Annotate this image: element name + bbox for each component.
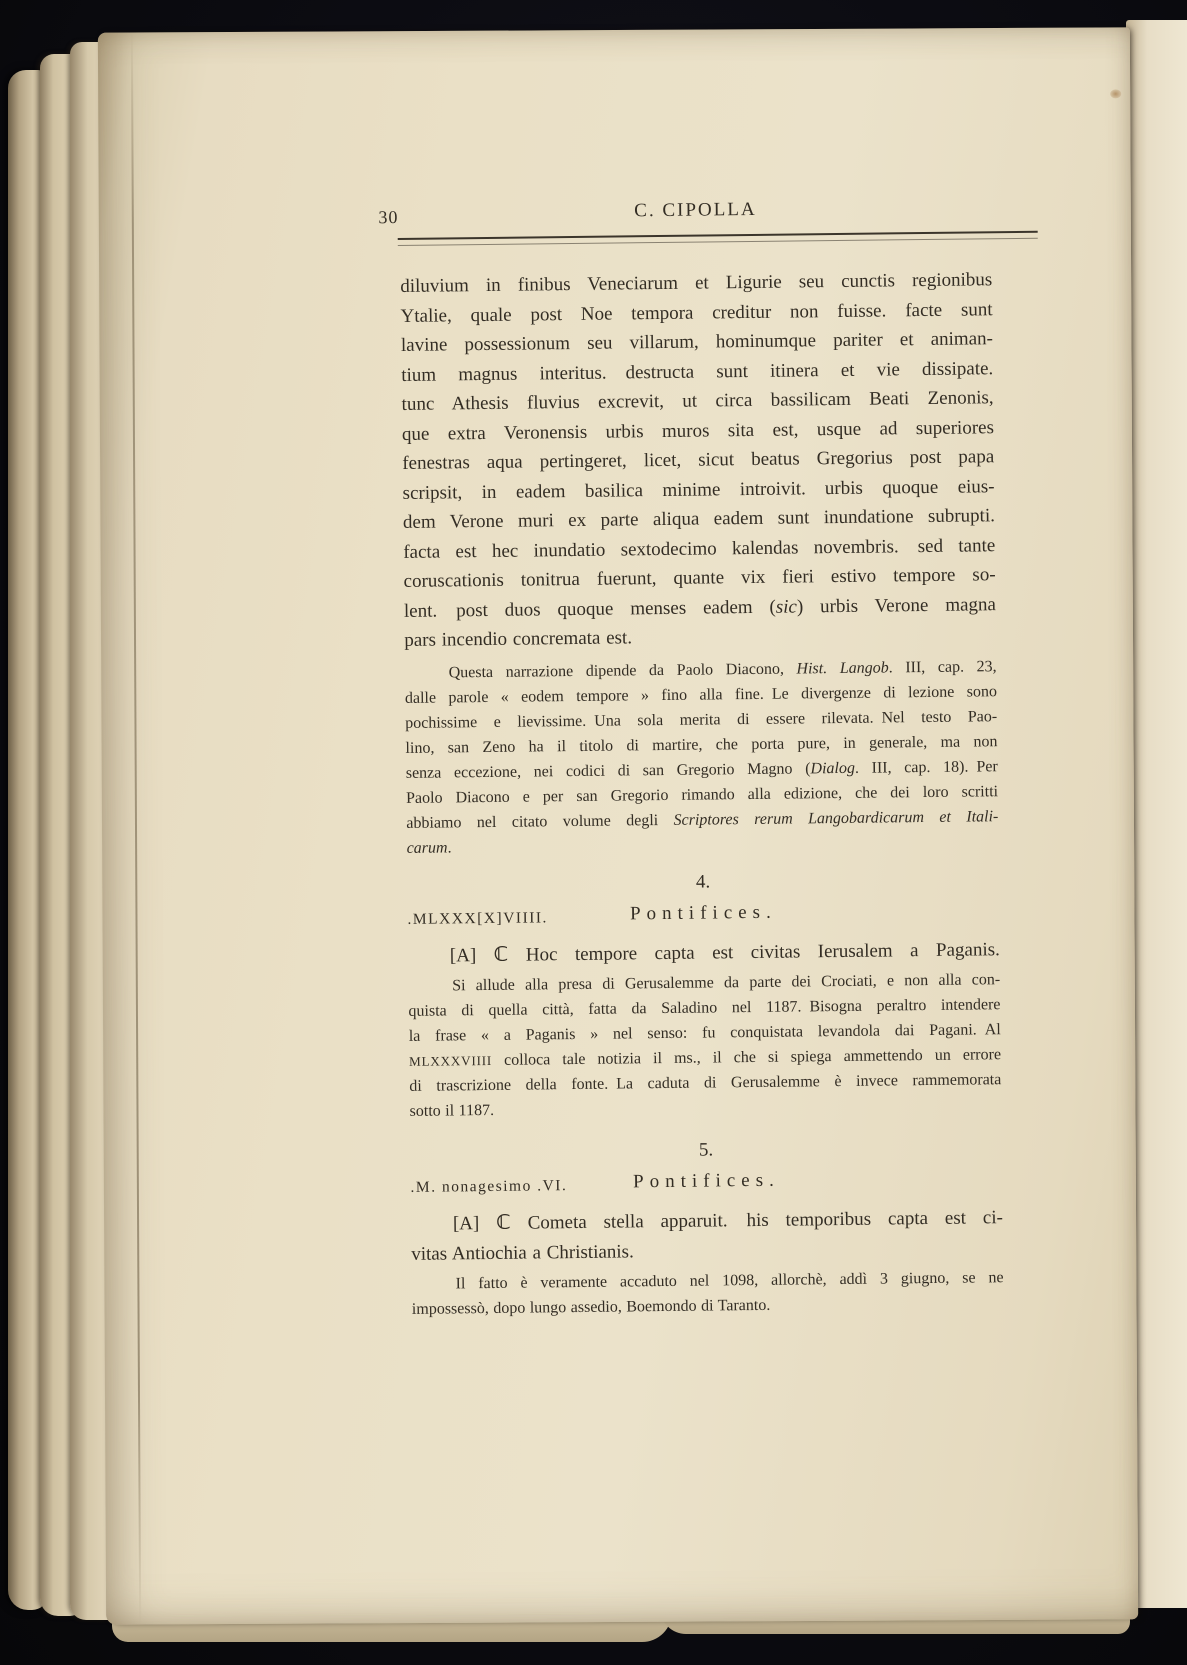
section-number-5: 5. [698, 1139, 714, 1161]
annal-heading-4 [407, 899, 999, 932]
annal-entry-4: [A] ℂ Hoc tempore capta est civitas Ierusalem a Paganis. [449, 938, 1000, 966]
running-title: C. CIPOLLA [634, 198, 757, 222]
annal-rubric-5: Pontifices. [632, 1169, 780, 1193]
book-page [98, 27, 1138, 1624]
page-fold-seam [131, 33, 141, 1625]
foxing-spot [1110, 89, 1121, 98]
page-header [378, 196, 991, 229]
annal-year-1089: .MLXXX[X]VIIII. [407, 908, 548, 928]
chronicle-text: diluvium in finibus Veneciarum et Ligurie seu cunctis regionibus Ytalie, quale post Noe tempora creditur non fuisse. facte sunt lavine possessionum seu villarum, hominumque pariter et animan- tium magnus interitus. destructa sunt itinera et vie dissipate. tunc Athesis fluvius excrevit, ut circa bassilicam Beati Zenonis, que extra Veronensis urbis muros sita est, usque ad superiores fenestras aqua pertingeret, licet, sicut beatus Gregorius post papa scripsit, in eadem basilica minime introivit. urbis quoque eius- dem Verone muri ex parte aliqua eadem sunt inundatione subrupti. facta est hec inundatio sextodecimo kalendas novembris. sed tante coruscationis tonitrua fuerunt, quante vix fieri estivo tempore so- lent. post duos quoque menses eadem (sic) urbis Verone magna pars incendio concremata est. [400, 269, 997, 651]
text-block [378, 196, 1004, 1322]
annal-heading-5 [410, 1167, 1002, 1200]
section-number-4: 4. [695, 870, 711, 893]
annal-rubric-4: Pontifices. [629, 901, 777, 924]
annal-note-4: Si allude alla presa di Gerusalemme da parte dei Crociati, e non alla con- quista di quella città, fatta da Saladino nel 1187. Bisogna peraltro intendere la frase « a Paganis » nel senso: fu conquistata levandola dai Pagani. Al MLXXXVIIII colloca tale notizia il ms., il che si spiega ammettendo un errore di trascrizione della fonte. La caduta di Gerusalemme è invece rammemorata sotto il 1187. [408, 971, 1002, 1120]
annal-entry-5: [A] ℂ Cometa stella apparuit. his temporibus capta est ci- vitas Antiochia a Christianis. [411, 1207, 1003, 1265]
header-rule [398, 231, 1038, 246]
annal-note-5: Il fatto è veramente accaduto nel 1098, allorchè, addì 3 giugno, se ne impossessò, dopo lungo assedio, Boemondo di Taranto. [411, 1269, 1004, 1318]
page-number: 30 [378, 206, 399, 228]
chronicle-note: Questa narrazione dipende da Paolo Diacono, Hist. Langob. III, cap. 23, dalle parole « eodem tempore » fino alla fine. Le divergenze di lezione sono pochissime e lievissime. Una sola merita di essere rilevata. Nel testo Pao- lino, san Zeno ha il titolo di martire, che porta pure, in generale, ma non senza eccezione, nei codici di san Gregorio Magno (Dialog. III, cap. 18). Per Paolo Diacono e per san Gregorio rimando alla edizione, che dei loro scritti abbiamo nel citato volume degli Scriptores rerum Langobardicarum et Itali- carum. [404, 657, 999, 857]
annal-year-1096: .M. nonagesimo .VI. [410, 1177, 568, 1196]
